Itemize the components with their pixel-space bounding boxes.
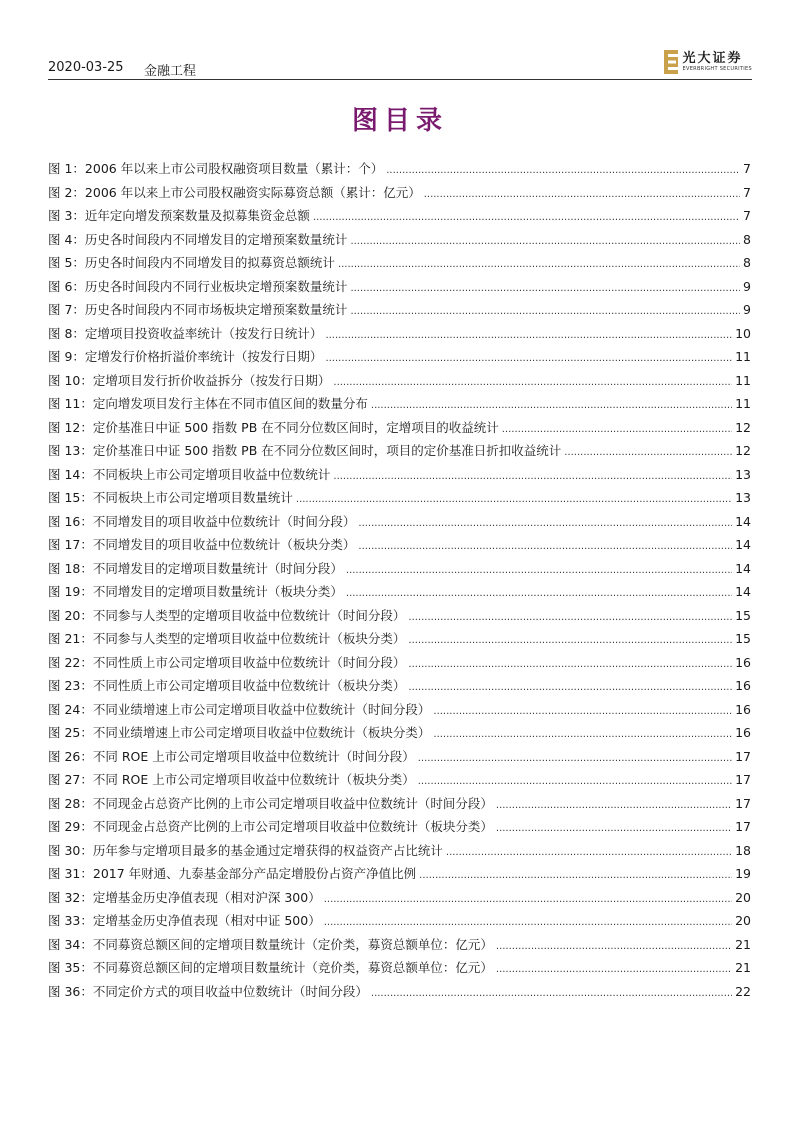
- toc-leader-dots: [496, 800, 732, 811]
- toc-entry-page: 11: [735, 349, 751, 364]
- toc-entry[interactable]: [48, 230, 751, 254]
- toc-entry-page: 8: [743, 231, 751, 247]
- toc-leader-dots: [358, 518, 732, 529]
- toc-entry-page: 21: [735, 960, 751, 975]
- page-header: [48, 51, 752, 80]
- toc-entry-label: 图 10：定增项目发行折价收益拆分（按发行日期）: [48, 372, 331, 388]
- toc-entry-label: 图 20：不同参与人类型的定增项目收益中位数统计（时间分段）: [48, 607, 406, 623]
- toc-entry[interactable]: [48, 911, 751, 935]
- toc-entry-page: 19: [735, 866, 751, 881]
- toc-entry[interactable]: [48, 676, 751, 700]
- toc-entry-label: 图 21：不同参与人类型的定增项目收益中位数统计（板块分类）: [48, 631, 406, 646]
- toc-entry[interactable]: [48, 277, 751, 301]
- toc-entry[interactable]: [48, 324, 751, 348]
- toc-entry[interactable]: [48, 371, 751, 395]
- logo-text-cn: 光大证券: [682, 51, 743, 66]
- toc-leader-dots: [408, 635, 732, 646]
- toc-entry-page: 17: [735, 795, 751, 811]
- toc-entry-page: 7: [743, 208, 751, 223]
- toc-entry-page: 14: [735, 584, 751, 599]
- toc-entry-page: 16: [735, 725, 751, 740]
- toc-entry-label: 图 22：不同性质上市公司定增项目收益中位数统计（时间分段）: [48, 654, 406, 670]
- toc-entry[interactable]: [48, 418, 751, 442]
- toc-leader-dots: [350, 306, 740, 317]
- toc-entry-page: 16: [735, 701, 751, 717]
- toc-entry-page: 10: [735, 325, 751, 341]
- toc-leader-dots: [358, 541, 732, 552]
- toc-leader-dots: [324, 894, 732, 905]
- toc-entry-label: 图 12：定价基准日中证 500 指数 PB 在不同分位数区间时，定增项目的收益统计: [48, 419, 499, 435]
- toc-entry-label: 图 27：不同 ROE 上市公司定增项目收益中位数统计（板块分类）: [48, 772, 415, 787]
- toc-leader-dots: [408, 612, 732, 623]
- toc-entry-page: 9: [743, 302, 751, 317]
- toc-entry-page: 14: [735, 537, 751, 552]
- toc-leader-dots: [371, 988, 732, 999]
- toc-entry-label: 图 26：不同 ROE 上市公司定增项目收益中位数统计（时间分段）: [48, 748, 415, 764]
- toc-entry[interactable]: [48, 606, 751, 630]
- toc-entry-label: 图 13：定价基准日中证 500 指数 PB 在不同分位数区间时，项目的定价基准日折扣收益统计: [48, 443, 562, 458]
- toc-entry[interactable]: [48, 394, 751, 418]
- toc-entry[interactable]: [48, 888, 751, 912]
- toc-entry-page: 12: [735, 419, 751, 435]
- toc-entry[interactable]: [48, 817, 751, 841]
- toc-entry[interactable]: [48, 770, 751, 794]
- toc-leader-dots: [325, 353, 732, 364]
- toc-leader-dots: [408, 659, 732, 670]
- toc-entry-label: 图 30：历年参与定增项目最多的基金通过定增获得的权益资产占比统计: [48, 842, 443, 858]
- toc-leader-dots: [333, 377, 732, 388]
- toc-entry[interactable]: [48, 958, 751, 982]
- toc-leader-dots: [424, 189, 740, 200]
- toc-entry-label: 图 31：2017 年财通、九泰基金部分产品定增股份占资产净值比例: [48, 866, 417, 881]
- toc-entry-label: 图 28：不同现金占总资产比例的上市公司定增项目收益中位数统计（时间分段）: [48, 795, 493, 811]
- toc-entry-page: 16: [735, 654, 751, 670]
- toc-entry-label: 图 16：不同增发目的项目收益中位数统计（时间分段）: [48, 513, 356, 529]
- toc-entry-page: 17: [735, 772, 751, 787]
- toc-entry[interactable]: [48, 629, 751, 653]
- toc-entry[interactable]: [48, 794, 751, 818]
- toc-entry[interactable]: [48, 700, 751, 724]
- toc-entry-label: 图 29：不同现金占总资产比例的上市公司定增项目收益中位数统计（板块分类）: [48, 819, 493, 834]
- toc-entry-label: 图 35：不同募资总额区间的定增项目数量统计（竞价类，募资总额单位：亿元）: [48, 960, 493, 975]
- toc-leader-dots: [386, 165, 740, 176]
- page-title: 图目录: [351, 106, 448, 136]
- toc-entry-label: 图 5：历史各时间段内不同增发目的拟募资总额统计: [48, 255, 335, 270]
- toc-entry-page: 13: [735, 490, 751, 505]
- toc-entry[interactable]: [48, 512, 751, 536]
- toc-leader-dots: [313, 212, 740, 223]
- toc-leader-dots: [324, 917, 732, 928]
- report-section: 金融工程: [144, 64, 197, 79]
- toc-entry-label: 图 15：不同板块上市公司定增项目数量统计: [48, 490, 293, 505]
- toc-entry-label: 图 33：定增基金历史净值表现（相对中证 500）: [48, 913, 321, 928]
- toc-leader-dots: [346, 588, 732, 599]
- toc-entry-label: 图 23：不同性质上市公司定增项目收益中位数统计（板块分类）: [48, 678, 406, 693]
- toc-entry-label: 图 3：近年定向增发预案数量及拟募集资金总额: [48, 208, 310, 223]
- toc-leader-dots: [419, 870, 732, 881]
- toc-entry-label: 图 17：不同增发目的项目收益中位数统计（板块分类）: [48, 537, 356, 552]
- toc-leader-dots: [371, 400, 732, 411]
- toc-entry[interactable]: [48, 159, 751, 183]
- toc-entry-label: 图 14：不同板块上市公司定增项目收益中位数统计: [48, 466, 331, 482]
- toc-leader-dots: [350, 283, 740, 294]
- toc-entry-page: 7: [743, 184, 751, 200]
- toc-entry-label: 图 19：不同增发目的定增项目数量统计（板块分类）: [48, 584, 343, 599]
- toc-entry-page: 12: [735, 443, 751, 458]
- logo-text-en: EVERBRIGHT SECURITIES: [682, 66, 752, 72]
- toc-leader-dots: [564, 447, 732, 458]
- toc-entry-label: 图 2：2006 年以来上市公司股权融资实际募资总额（累计：亿元）: [48, 184, 421, 200]
- figure-list: [48, 159, 751, 1005]
- toc-entry[interactable]: [48, 935, 751, 959]
- toc-leader-dots: [350, 236, 740, 247]
- toc-leader-dots: [496, 964, 732, 975]
- toc-entry-label: 图 34：不同募资总额区间的定增项目数量统计（定价类，募资总额单位：亿元）: [48, 936, 493, 952]
- toc-entry[interactable]: [48, 982, 751, 1006]
- toc-entry[interactable]: [48, 559, 751, 583]
- toc-leader-dots: [446, 847, 732, 858]
- toc-entry-page: 9: [743, 278, 751, 294]
- toc-entry[interactable]: [48, 535, 751, 559]
- toc-entry-label: 图 36：不同定价方式的项目收益中位数统计（时间分段）: [48, 983, 368, 999]
- toc-entry[interactable]: [48, 206, 751, 230]
- toc-leader-dots: [496, 941, 732, 952]
- toc-entry[interactable]: [48, 841, 751, 865]
- toc-leader-dots: [338, 259, 740, 270]
- report-date: 2020-03-25: [48, 60, 124, 75]
- toc-entry[interactable]: [48, 653, 751, 677]
- toc-leader-dots: [433, 729, 732, 740]
- toc-leader-dots: [325, 330, 732, 341]
- toc-entry-page: 18: [735, 842, 751, 858]
- toc-entry-page: 13: [735, 466, 751, 482]
- toc-entry[interactable]: [48, 347, 751, 371]
- toc-entry[interactable]: [48, 582, 751, 606]
- toc-entry-page: 20: [735, 913, 751, 928]
- toc-entry[interactable]: [48, 465, 751, 489]
- toc-entry-label: 图 1：2006 年以来上市公司股权融资项目数量（累计：个）: [48, 161, 384, 176]
- company-logo: [664, 50, 752, 74]
- toc-entry-label: 图 9：定增发行价格折溢价率统计（按发行日期）: [48, 349, 323, 364]
- toc-entry-page: 14: [735, 560, 751, 576]
- toc-entry-page: 11: [735, 372, 751, 388]
- toc-entry-page: 17: [735, 748, 751, 764]
- toc-entry-page: 21: [735, 936, 751, 952]
- toc-entry-page: 11: [735, 396, 751, 411]
- toc-entry-page: 16: [735, 678, 751, 693]
- toc-entry-label: 图 25：不同业绩增速上市公司定增项目收益中位数统计（板块分类）: [48, 725, 431, 740]
- toc-entry-label: 图 6：历史各时间段内不同行业板块定增预案数量统计: [48, 278, 348, 294]
- toc-leader-dots: [408, 682, 732, 693]
- toc-entry-page: 15: [735, 631, 751, 646]
- toc-entry[interactable]: [48, 183, 751, 207]
- header-rule: [48, 79, 752, 80]
- toc-entry[interactable]: [48, 488, 751, 512]
- toc-entry-label: 图 4：历史各时间段内不同增发目的定增预案数量统计: [48, 231, 348, 247]
- toc-entry[interactable]: [48, 300, 751, 324]
- toc-entry-page: 22: [735, 983, 751, 999]
- toc-entry-page: 8: [743, 255, 751, 270]
- toc-leader-dots: [433, 706, 732, 717]
- toc-leader-dots: [418, 776, 732, 787]
- toc-leader-dots: [502, 424, 732, 435]
- toc-leader-dots: [346, 565, 732, 576]
- toc-entry[interactable]: [48, 441, 751, 465]
- toc-leader-dots: [418, 753, 732, 764]
- toc-entry-label: 图 24：不同业绩增速上市公司定增项目收益中位数统计（时间分段）: [48, 701, 431, 717]
- logo-mark-icon: [664, 50, 678, 74]
- toc-leader-dots: [333, 471, 732, 482]
- toc-entry[interactable]: [48, 747, 751, 771]
- toc-leader-dots: [496, 823, 732, 834]
- toc-entry-label: 图 32：定增基金历史净值表现（相对沪深 300）: [48, 889, 321, 905]
- toc-entry[interactable]: [48, 723, 751, 747]
- toc-entry-page: 7: [743, 161, 751, 176]
- toc-entry-label: 图 7：历史各时间段内不同市场板块定增预案数量统计: [48, 302, 348, 317]
- toc-entry-page: 14: [735, 513, 751, 529]
- toc-entry[interactable]: [48, 864, 751, 888]
- toc-entry-label: 图 8：定增项目投资收益率统计（按发行日统计）: [48, 325, 323, 341]
- toc-entry-page: 20: [735, 889, 751, 905]
- toc-leader-dots: [296, 494, 732, 505]
- toc-entry-page: 17: [735, 819, 751, 834]
- toc-entry-label: 图 11：定向增发项目发行主体在不同市值区间的数量分布: [48, 396, 368, 411]
- toc-entry-label: 图 18：不同增发目的定增项目数量统计（时间分段）: [48, 560, 343, 576]
- toc-entry-page: 15: [735, 607, 751, 623]
- toc-entry[interactable]: [48, 253, 751, 277]
